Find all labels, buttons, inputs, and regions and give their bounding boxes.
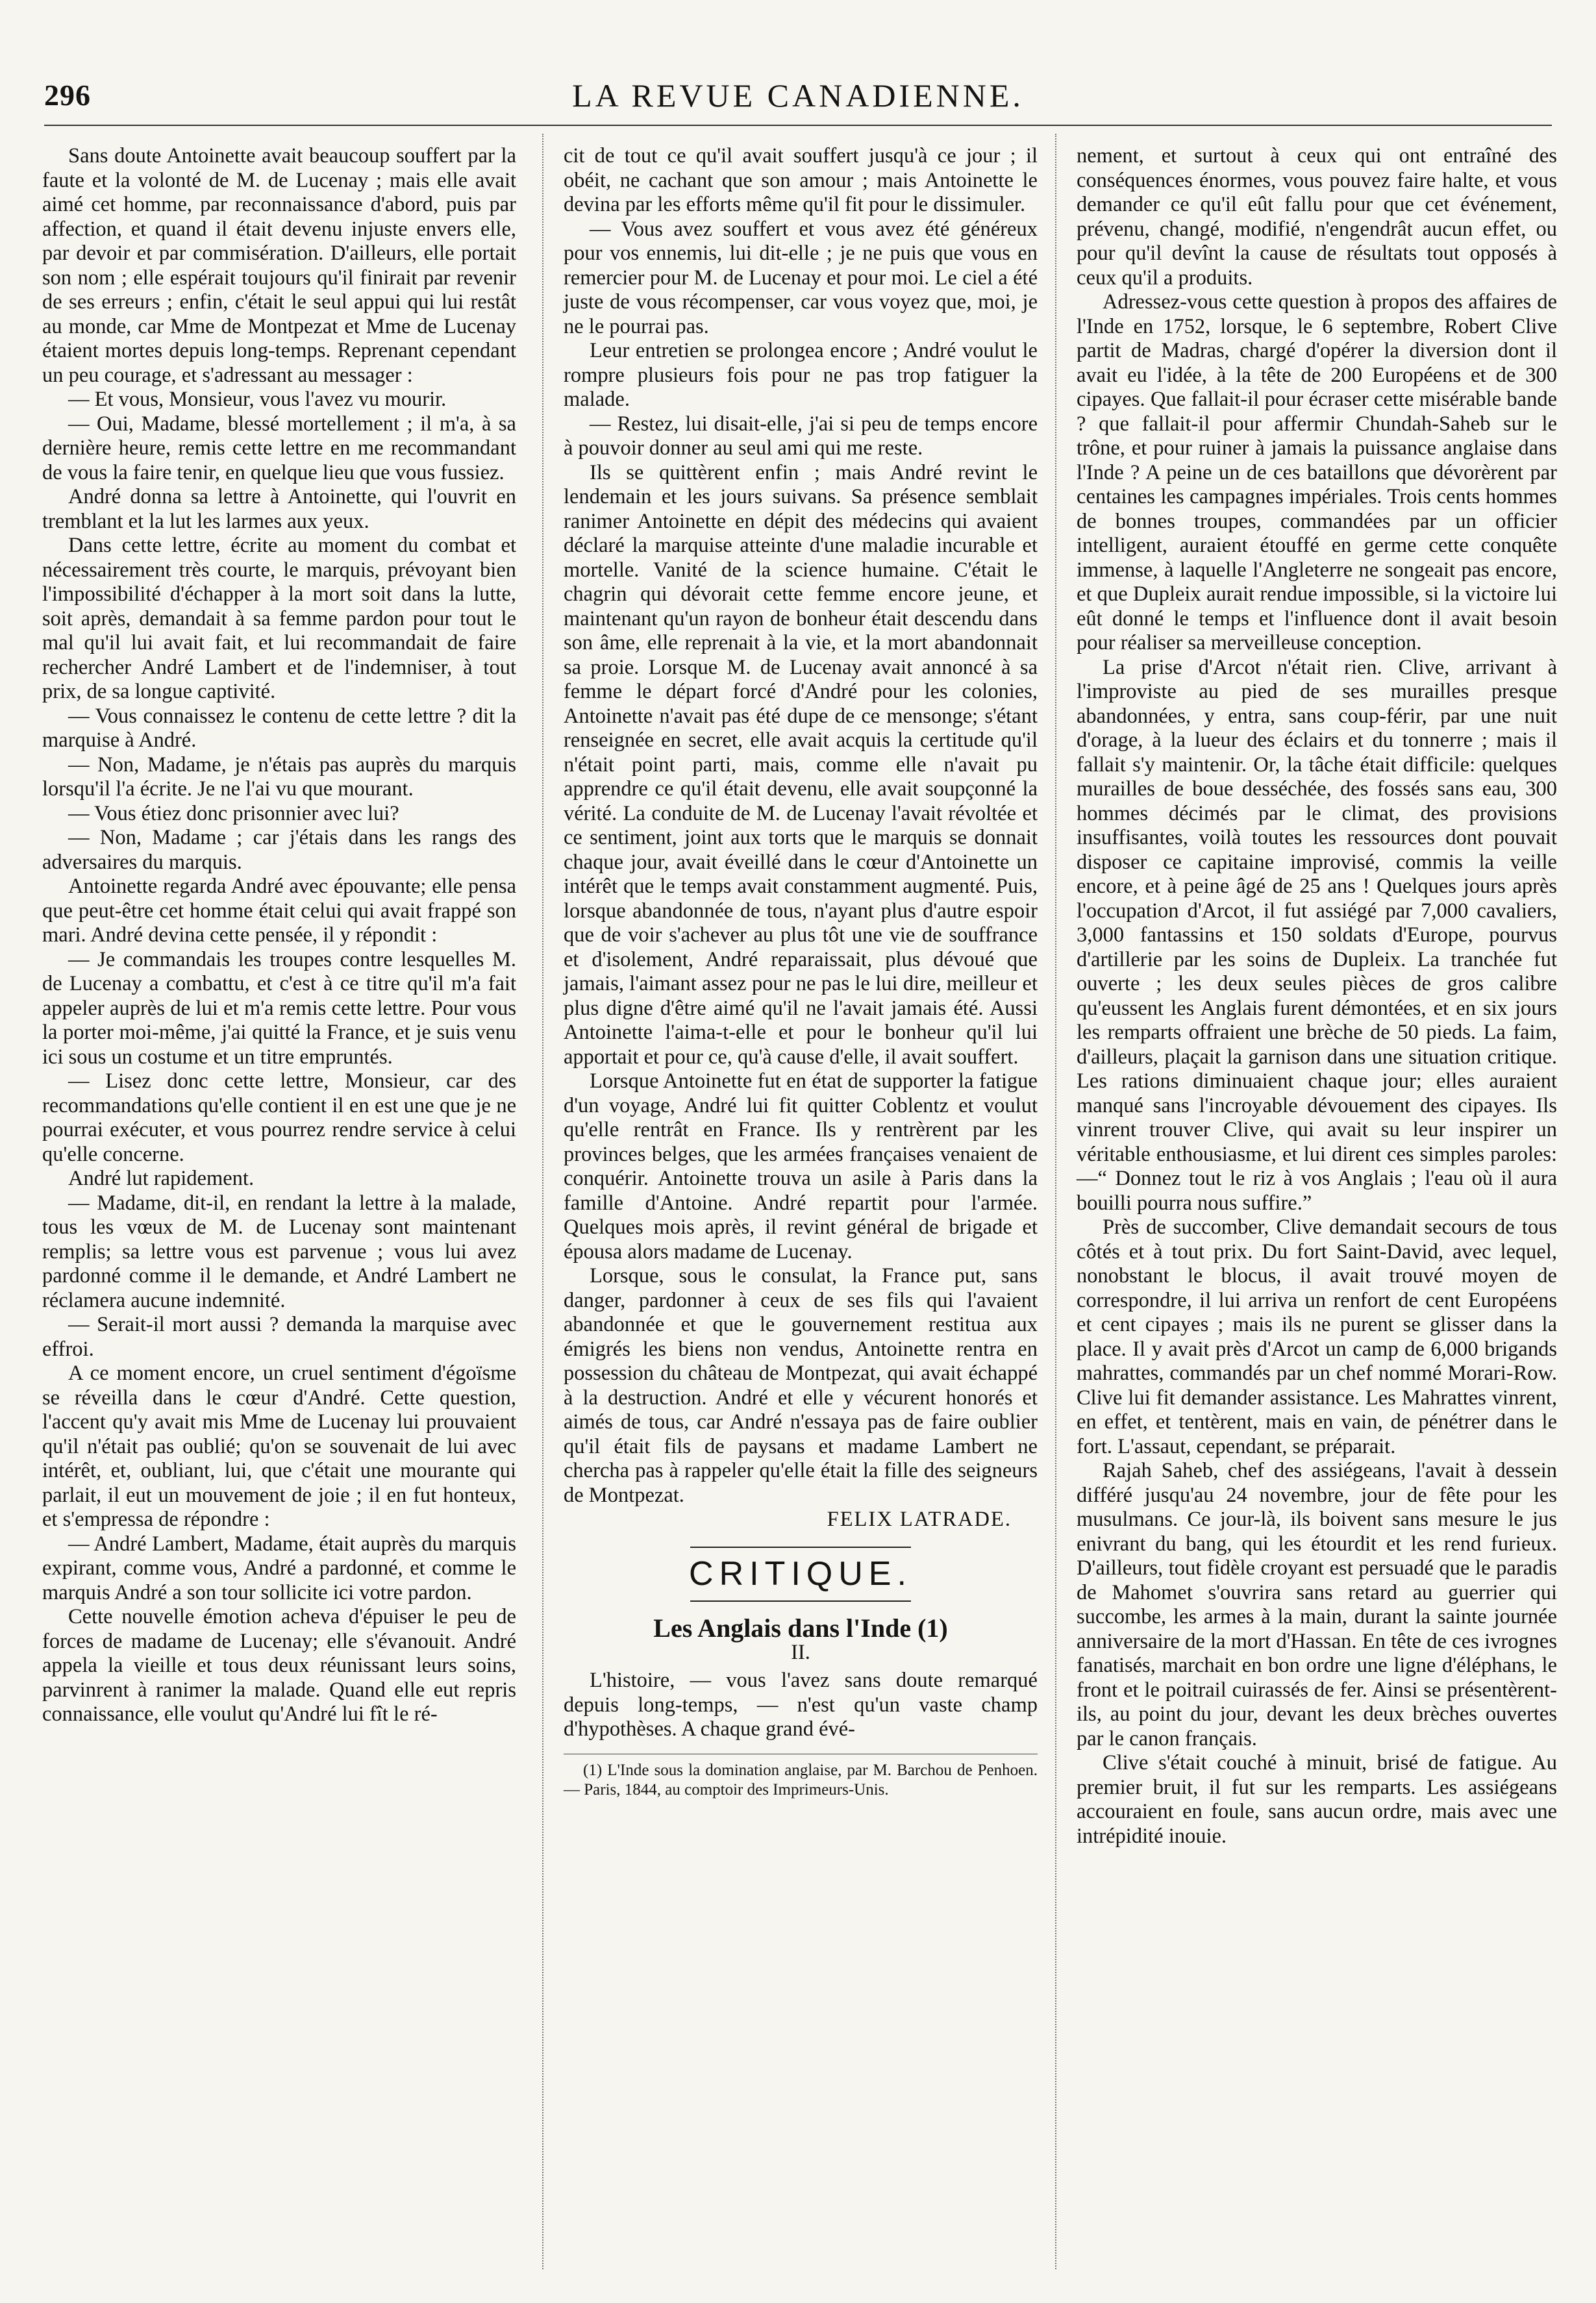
column-divider-right (1055, 134, 1056, 2269)
paragraph: Sans doute Antoinette avait beaucoup souffert par la faute et la volonté de M. de Lucenay ; mais elle avait aimé cet homme, par reconnaissance d'abord, puis par affection, et quand il était devenu injuste envers elle, par devoir et par commisération. D'ailleurs, elle portait son nom ; elle espérait toujours qu'il finirait par revenir de ses erreurs ; enfin, c'était le seul appui qui lui restât au monde, car Mme de Montpezat et Mme de Lucenay étaient mortes depuis long-temps. Reprenant cependant un peu courage, et s'adressant au messager : (42, 144, 516, 387)
paragraph: André lut rapidement. (68, 1167, 255, 1190)
paragraph: Rajah Saheb, chef des assiégeans, l'avait à dessein différé jusqu'au 24 novembre, jour de fête pour les musulmans. Ce jour-là, ils boivent sans mesure le jus enivrant du bang, qui les étourdit et les rend furieux. D'ailleurs, tout fidèle croyant est persuadé que le paradis de Mahomet s'ouvrira sans retard au guerrier qui succombe, les armes à la main, durant la sainte journée anniversaire de la mort d'Hassan. En tête de ces ivrognes fanatisés, marchait en bon ordre une ligne d'éléphans, le front et le poitrail cuirassés de fer. Ainsi se présentèrent-ils, au point du jour, devant les deux brèches ouvertes par le canon français. (1077, 1459, 1557, 1750)
paragraph: Lorsque Antoinette fut en état de supporter la fatigue d'un voyage, André lui fit quitter Coblentz et voulut qu'elle rentrât en France. Ils y rentrèrent par les provinces belges, que les armées françaises venaient de conquérir. Antoinette trouva un asile à Paris dans la famille d'Antoine. André repartit pour l'armée. Quelques mois après, il revint général de brigade et épousa alors madame de Lucenay. (564, 1069, 1038, 1264)
paragraph: — Vous avez souffert et vous avez été généreux pour vos ennemis, lui dit-elle ; je ne puis que vous en remercier pour M. de Lucenay et pour moi. Le ciel a été juste de vous récompenser, car vous voyez que, moi, je ne le pourrai pas. (564, 217, 1038, 338)
article-part: II. (791, 1640, 810, 1664)
paragraph: — Restez, lui disait-elle, j'ai si peu de temps encore à pouvoir donner au seul ami qui me reste. (564, 412, 1038, 460)
paragraph: L'histoire, — vous l'avez sans doute remarqué depuis long-temps, — n'est qu'un vaste champ d'hypothèses. A chaque grand évé- (564, 1669, 1038, 1741)
paragraph: Adressez-vous cette question à propos des affaires de l'Inde en 1752, lorsque, le 6 septembre, Robert Clive partit de Madras, chargé d'opérer la diversion dont il avait eu l'idée, à la tête de 200 Européens et de 300 cipayes. Que fallait-il pour écraser cette misérable bande ? que fallait-il pour affermir Chundah-Saheb sur le trône, et pour ruiner à jamais la puissance anglaise dans l'Inde ? A peine un de ces bataillons que dévorèrent par centaines les campagnes impériales. Trois cents hommes de bonnes troupes, commandées par un officier intelligent, auraient étouffé en germe cette conquête immense, à laquelle l'Angleterre ne songeait pas encore, et que Dupleix aurait rendue impossible, si la victoire lui eût donné le temps et l'influence dont il avait besoin pour réaliser sa merveilleuse conception. (1077, 290, 1557, 654)
article-title: Les Anglais dans l'Inde (1) (653, 1613, 948, 1643)
column-left (42, 144, 516, 1727)
footnote-text: (1) L'Inde sous la domination anglaise, par M. Barchou de Penhoen. — Paris, 1844, au comptoir des Imprimeurs-Unis. (564, 1761, 1038, 1799)
paragraph: A ce moment encore, un cruel sentiment d'égoïsme se réveilla dans le cœur d'André. Cette question, l'accent qu'y avait mis Mme de Lucenay lui prouvaient qu'il n'était pas oublié; qu'on se souvenait de lui avec intérêt, et, oubliant, lui, que c'était une mourante qui parlait, il eut un mouvement de joie ; il en fut honteux, et s'empressa de répondre : (42, 1362, 516, 1531)
paragraph: — Oui, Madame, blessé mortellement ; il m'a, à sa dernière heure, remis cette lettre en me recommandant de vous la faire tenir, en quelque lieu que vous fussiez. (42, 412, 516, 484)
paragraph: — Serait-il mort aussi ? demanda la marquise avec effroi. (42, 1313, 516, 1361)
header-rule (44, 125, 1552, 126)
column-middle (564, 144, 1038, 1800)
paragraph: André donna sa lettre à Antoinette, qui l'ouvrit en tremblant et la lut les larmes aux yeux. (42, 485, 516, 533)
paragraph: — Lisez donc cette lettre, Monsieur, car des recommandations qu'elle contient il en est une que je ne pourrai exécuter, et vous pourrez rendre service à celui qu'elle concerne. (42, 1069, 516, 1166)
paragraph: Lorsque, sous le consulat, la France put, sans danger, pardonner à ceux de ses fils qui l'avaient abandonnée et que le gouvernement restitua aux émigrés les biens non vendus, Antoinette rentra en possession du château de Montpezat, qui avait échappé à la destruction. André et elle y vécurent honorés et aimés de tous, car André n'essaya pas de faire oublier qu'il était fils de paysans et madame Lambert ne chercha pas à rappeler qu'elle était la fille des seigneurs de Montpezat. (564, 1264, 1038, 1507)
paragraph: La prise d'Arcot n'était rien. Clive, arrivant à l'improviste au pied de ses murailles presque abandonnées, y entra, sans coup-férir, par une nuit d'orage, à la lueur des éclairs et du tonnerre ; mais il fallait s'y maintenir. Or, la tâche était difficile: quelques murailles de boue desséchée, des fossés sans eau, 300 hommes décimés par le climat, des provisions insuffisantes, voilà toutes les ressources dont pouvait disposer ce capitaine improvisé, commis la veille encore, et à peine âgé de 25 ans ! Quelques jours après l'occupation d'Arcot, il fut assiégé par 7,000 cavaliers, 3,000 fantassins et 150 soldats d'Europe, pourvus d'artillerie par les soins de Dupleix. La tranchée fut ouverte ; les deux seules pièces de gros calibre qu'eussent les Anglais furent démontées, et en six jours les remparts offraient une brèche de 50 pieds. La faim, d'ailleurs, plaçait la garnison dans une situation critique. Les rations diminuaient chaque jour; elles auraient manqué sans l'incroyable dévouement des cipayes. Ils vinrent trouver Clive, qui avait su leur inspirer un véritable enthousiasme, et lui dirent ces simples paroles:—“ Donnez tout le riz à vos Anglais ; l'eau où il aura bouilli pourra nous suffire.” (1077, 655, 1557, 1215)
paragraph: — Non, Madame ; car j'étais dans les rangs des adversaires du marquis. (42, 826, 516, 874)
paragraph: — Madame, dit-il, en rendant la lettre à la malade, tous les vœux de M. de Lucenay sont maintenant remplis; sa lettre vous est parvenue ; vous lui avez pardonné comme il le demande, et André Lambert ne réclamera aucune indemnité. (42, 1191, 516, 1312)
page-number: 296 (44, 79, 91, 112)
paragraph: — Et vous, Monsieur, vous l'avez vu mourir. (68, 388, 447, 411)
paragraph: Dans cette lettre, écrite au moment du combat et nécessairement très courte, le marquis, prévoyant bien l'impossibilité d'échapper à la mort soit dans la lutte, soit après, demandait à sa femme pardon pour tout le mal qu'il lui avait fait, et lui recommandait de faire rechercher André Lambert et de l'indemniser, à tout prix, de sa longue captivité. (42, 534, 516, 703)
author-signature: FELIX LATRADE. (827, 1508, 1012, 1531)
paragraph: Antoinette regarda André avec épouvante; elle pensa que peut-être cet homme était celui qui avait frappé son mari. André devina cette pensée, il y répondit : (42, 875, 516, 947)
paragraph: — Vous connaissez le contenu de cette lettre ? dit la marquise à André. (42, 704, 516, 752)
paragraph: nement, et surtout à ceux qui ont entraîné des conséquences énormes, vous pouvez faire halte, et vous demander ce qu'il eût fallu pour que cet événement, prévenu, changé, modifié, n'engendrât aucun effet, ou pour qu'il devînt la cause de résultats tout opposés à ceux qu'il a produits. (1077, 144, 1557, 290)
section-rule-top (690, 1547, 911, 1548)
paragraph: cit de tout ce qu'il avait souffert jusqu'à ce jour ; il obéit, ne cachant que son amour ; mais Antoinette le devina par les efforts même qu'il fit pour le dissimuler. (564, 144, 1038, 216)
paragraph: — Non, Madame, je n'étais pas auprès du marquis lorsqu'il l'a écrite. Je ne l'ai vu que mourant. (42, 753, 516, 801)
paragraph: Clive s'était couché à minuit, brisé de fatigue. Au premier bruit, il fut sur les remparts. Les assiégeans accouraient en foule, sans aucun ordre, mais avec une intrépidité inouie. (1077, 1751, 1557, 1848)
paragraph: Leur entretien se prolongea encore ; André voulut le rompre plusieurs fois pour ne pas trop fatiguer la malade. (564, 339, 1038, 411)
paragraph: Ils se quittèrent enfin ; mais André revint le lendemain et les jours suivans. Sa présence semblait ranimer Antoinette en dépit des médecins qui avaient déclaré la marquise atteinte d'une maladie incurable et mortelle. Vanité de la science humaine. C'était le chagrin qui dévorait cette femme encore jeune, et maintenant qu'un rayon de bonheur était descendu dans son âme, elle reprenait à la vie, et la mort abandonnait sa proie. Lorsque M. de Lucenay avait annoncé à sa femme le départ forcé d'André pour les colonies, Antoinette n'avait pas été dupe de ce mensonge; s'étant renseignée en secret, elle avait acquis la certitude qu'il n'était point parti, mais, comme elle n'avait pu apprendre ce qu'il était devenu, elle avait soupçonné la vérité. La conduite de M. de Lucenay l'avait révoltée et ce sentiment, joint aux torts que le marquis se donnait chaque jour, avait éveillé dans le cœur d'Antoinette un intérêt que le temps avait constamment augmenté. Puis, lorsque abandonnée de tous, n'ayant plus d'autre espoir que de voir s'achever au plus tôt une vie de souffrance et d'isolement, André reparaissait, plus dévoué que jamais, l'aimant assez pour ne pas le lui dire, meilleur et plus digne d'être aimé qu'il ne l'avait jamais été. Aussi Antoinette l'aima-t-elle et pour le bonheur qu'il lui apportait et pour ce, qu'à cause d'elle, il avait souffert. (564, 460, 1038, 1069)
paragraph: Près de succomber, Clive demandait secours de tous côtés et à tout prix. Du fort Saint-David, avec lequel, nonobstant le blocus, il avait trouvé moyen de correspondre, il lui arriva un renfort de cent Européens et cent cipayes ; mais ils ne purent se glisser dans la place. Il y avait près d'Arcot un camp de 6,000 brigands mahrattes, commandés par un chef nommé Morari-Row. Clive lui fit demander assistance. Les Mahrattes vinrent, en effet, et tentèrent, mais en vain, de pénétrer dans le fort. L'assaut, cependant, se préparait. (1077, 1215, 1557, 1458)
running-head: LA REVUE CANADIENNE. (572, 77, 1024, 114)
footnote (564, 1754, 1038, 1800)
section-heading: CRITIQUE. (689, 1554, 912, 1593)
paragraph: — Vous étiez donc prisonnier avec lui? (68, 801, 399, 825)
paragraph: Cette nouvelle émotion acheva d'épuiser le peu de forces de madame de Lucenay; elle s'évanouit. André appela la vieille et tous deux réunissant leurs soins, parvinrent à ranimer la malade. Quand elle eut repris connaissance, elle voulut qu'André lui fît le ré- (42, 1605, 516, 1726)
paragraph: — Je commandais les troupes contre lesquelles M. de Lucenay a combattu, et c'est à ce titre qu'il m'a fait appeler auprès de lui et m'a remis cette lettre. Pour vous la porter moi-même, j'ai quitté la France, et je suis venu ici sous un costume et un titre empruntés. (42, 947, 516, 1069)
paragraph: — André Lambert, Madame, était auprès du marquis expirant, comme vous, André a pardonné, et comme le marquis André a son tour sollicite ici votre pardon. (42, 1532, 516, 1604)
column-divider-left (542, 134, 543, 2269)
section-rule-bottom (690, 1600, 911, 1602)
column-right (1077, 144, 1557, 1849)
